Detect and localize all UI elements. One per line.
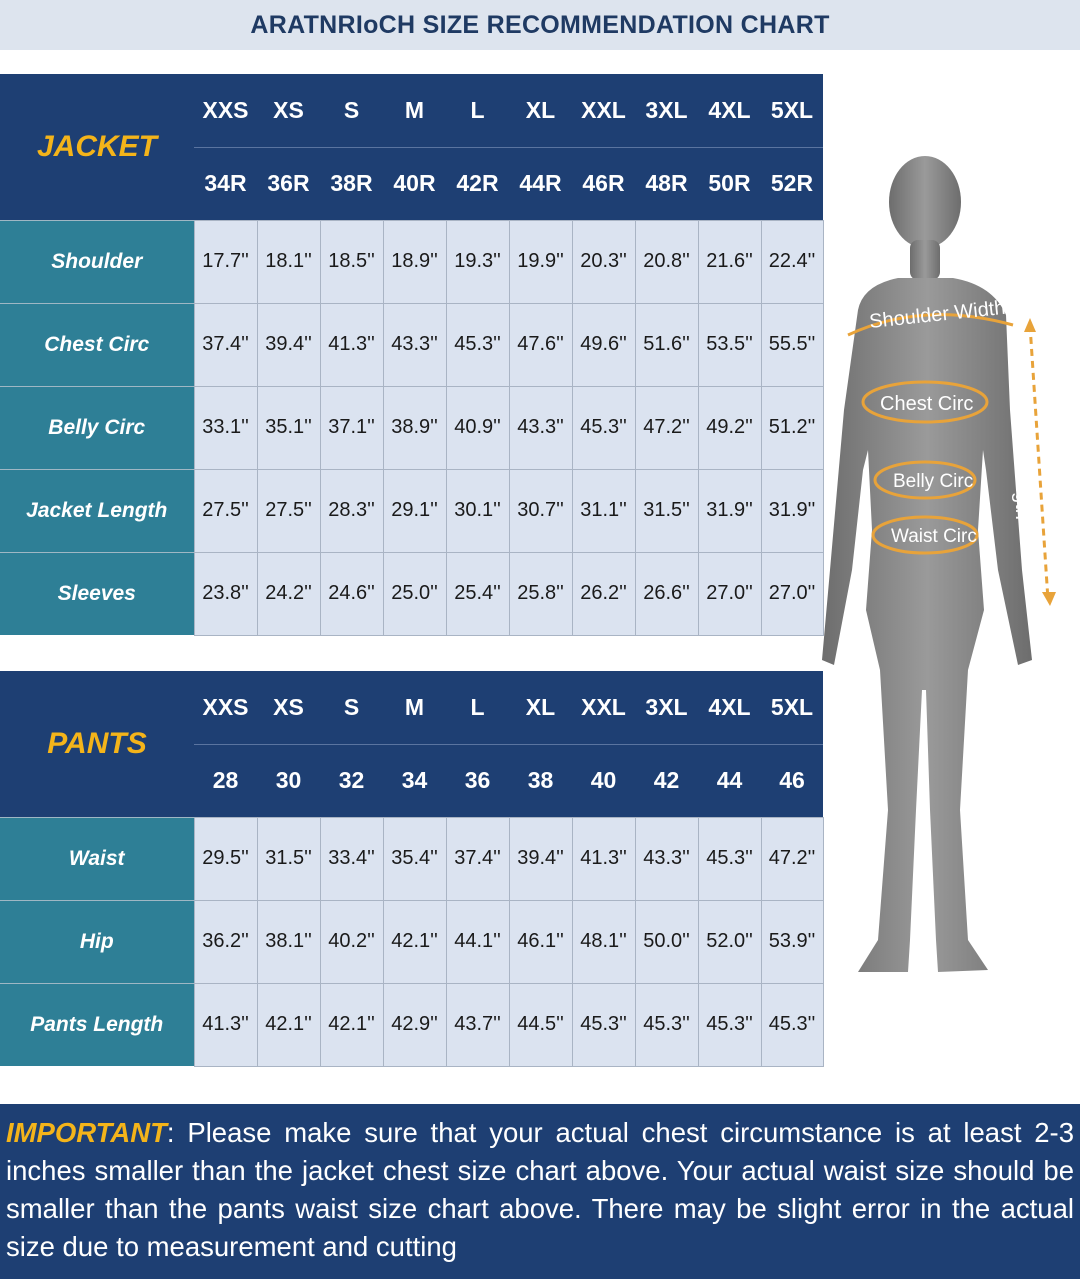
measurement-value: 44.5''	[509, 983, 572, 1066]
table-row	[0, 469, 823, 552]
pants-size-code: 36	[446, 744, 509, 817]
jacket-size-header: S	[320, 74, 383, 147]
measurement-value: 52.0''	[698, 900, 761, 983]
measurement-value: 49.6''	[572, 303, 635, 386]
pants-category-label: PANTS	[0, 671, 194, 817]
measurement-value: 43.7''	[446, 983, 509, 1066]
measurement-value: 45.3''	[698, 817, 761, 900]
jacket-size-header: 3XL	[635, 74, 698, 147]
waist-circ-label: Waist Circ	[891, 526, 977, 547]
measurement-value: 43.3''	[383, 303, 446, 386]
measurement-value: 38.1''	[257, 900, 320, 983]
pants-size-code: 28	[194, 744, 257, 817]
measurement-value: 24.2''	[257, 552, 320, 635]
measurement-value: 38.9''	[383, 386, 446, 469]
pants-size-header: 4XL	[698, 671, 761, 744]
measurement-value: 19.9''	[509, 220, 572, 303]
pants-size-header: M	[383, 671, 446, 744]
measurement-value: 37.4''	[446, 817, 509, 900]
jacket-size-header: XXS	[194, 74, 257, 147]
measurement-value: 20.8''	[635, 220, 698, 303]
pants-size-header: 3XL	[635, 671, 698, 744]
jacket-size-header: M	[383, 74, 446, 147]
jacket-size-header: XS	[257, 74, 320, 147]
jacket-size-code: 52R	[761, 147, 823, 220]
measurement-value: 33.1''	[194, 386, 257, 469]
sleeve-length-label: Sleeve Length	[1011, 392, 1033, 520]
measurement-value: 22.4''	[761, 220, 823, 303]
pants-size-code: 30	[257, 744, 320, 817]
measurement-value: 29.1''	[383, 469, 446, 552]
measurement-value: 27.0''	[698, 552, 761, 635]
measurement-value: 25.4''	[446, 552, 509, 635]
measurement-value: 53.9''	[761, 900, 823, 983]
measurement-value: 42.1''	[257, 983, 320, 1066]
pants-size-code: 34	[383, 744, 446, 817]
jacket-size-header: XL	[509, 74, 572, 147]
measurement-value: 45.3''	[446, 303, 509, 386]
measurement-value: 43.3''	[509, 386, 572, 469]
measurement-value: 30.1''	[446, 469, 509, 552]
measurement-value: 30.7''	[509, 469, 572, 552]
shoulder-width-label: Shoulder Width	[868, 296, 1007, 333]
pants-size-code: 46	[761, 744, 823, 817]
measurement-value: 29.5''	[194, 817, 257, 900]
jacket-size-code: 34R	[194, 147, 257, 220]
measurement-value: 40.2''	[320, 900, 383, 983]
jacket-size-table	[0, 74, 824, 636]
measurement-value: 47.6''	[509, 303, 572, 386]
jacket-size-code: 36R	[257, 147, 320, 220]
measurement-value: 40.9''	[446, 386, 509, 469]
measurement-value: 51.6''	[635, 303, 698, 386]
table-row	[0, 552, 823, 635]
pants-size-code: 44	[698, 744, 761, 817]
measurement-value: 50.0''	[635, 900, 698, 983]
measurement-value: 28.3''	[320, 469, 383, 552]
measurement-value: 45.3''	[761, 983, 823, 1066]
measurement-value: 44.1''	[446, 900, 509, 983]
measurement-value: 49.2''	[698, 386, 761, 469]
measurement-value: 27.0''	[761, 552, 823, 635]
pants-size-header: XL	[509, 671, 572, 744]
measurement-value: 35.1''	[257, 386, 320, 469]
measurement-label: Pants Length	[0, 983, 194, 1066]
pants-size-header: XS	[257, 671, 320, 744]
measurement-value: 48.1''	[572, 900, 635, 983]
measurement-label: Jacket Length	[0, 469, 194, 552]
important-note	[0, 1104, 1080, 1279]
measurement-value: 42.1''	[383, 900, 446, 983]
pants-size-code: 40	[572, 744, 635, 817]
measurement-value: 42.9''	[383, 983, 446, 1066]
measurement-value: 36.2''	[194, 900, 257, 983]
measurement-value: 39.4''	[509, 817, 572, 900]
measurement-value: 18.1''	[257, 220, 320, 303]
pants-size-header: L	[446, 671, 509, 744]
pants-size-header: XXL	[572, 671, 635, 744]
table-row	[0, 983, 823, 1066]
jacket-size-header: 5XL	[761, 74, 823, 147]
measurement-value: 26.2''	[572, 552, 635, 635]
human-silhouette	[822, 156, 1032, 972]
measurement-value: 27.5''	[257, 469, 320, 552]
jacket-size-code: 50R	[698, 147, 761, 220]
measurement-value: 55.5''	[761, 303, 823, 386]
jacket-size-code: 42R	[446, 147, 509, 220]
pants-size-code: 38	[509, 744, 572, 817]
measurement-value: 25.0''	[383, 552, 446, 635]
measurement-value: 31.5''	[257, 817, 320, 900]
chest-circ-label: Chest Circ	[880, 393, 974, 415]
measurement-value: 47.2''	[761, 817, 823, 900]
measurement-value: 45.3''	[635, 983, 698, 1066]
pants-size-code: 32	[320, 744, 383, 817]
important-text: : Please make sure that your actual chest circumstance is at least 2-3 inches smaller than the jacket chest size chart above. Your actual waist size should be smaller than the pants waist size chart above. There may be slight error in the actual size due to measurement and cutting	[6, 1117, 1074, 1262]
measurement-value: 33.4''	[320, 817, 383, 900]
measurement-value: 51.2''	[761, 386, 823, 469]
measurement-value: 45.3''	[572, 386, 635, 469]
body-measurement-figure	[818, 150, 1080, 1010]
measurement-value: 24.6''	[320, 552, 383, 635]
table-row	[0, 817, 823, 900]
jacket-size-header: 4XL	[698, 74, 761, 147]
important-label: IMPORTANT	[6, 1117, 167, 1148]
measurement-value: 47.2''	[635, 386, 698, 469]
measurement-value: 41.3''	[320, 303, 383, 386]
measurement-label: Chest Circ	[0, 303, 194, 386]
measurement-value: 46.1''	[509, 900, 572, 983]
measurement-value: 35.4''	[383, 817, 446, 900]
measurement-value: 37.4''	[194, 303, 257, 386]
measurement-label: Hip	[0, 900, 194, 983]
pants-size-table	[0, 671, 824, 1067]
jacket-size-code: 44R	[509, 147, 572, 220]
measurement-label: Waist	[0, 817, 194, 900]
measurement-value: 27.5''	[194, 469, 257, 552]
measurement-value: 23.8''	[194, 552, 257, 635]
measurement-value: 31.9''	[761, 469, 823, 552]
belly-circ-label: Belly Circ	[893, 471, 974, 492]
measurement-value: 25.8''	[509, 552, 572, 635]
measurement-value: 53.5''	[698, 303, 761, 386]
pants-size-header: 5XL	[761, 671, 823, 744]
jacket-size-code: 46R	[572, 147, 635, 220]
measurement-value: 37.1''	[320, 386, 383, 469]
measurement-value: 21.6''	[698, 220, 761, 303]
measurement-value: 31.5''	[635, 469, 698, 552]
pants-size-header: S	[320, 671, 383, 744]
pants-size-code: 42	[635, 744, 698, 817]
jacket-size-code: 40R	[383, 147, 446, 220]
measurement-value: 41.3''	[194, 983, 257, 1066]
measurement-label: Sleeves	[0, 552, 194, 635]
measurement-value: 41.3''	[572, 817, 635, 900]
jacket-size-header: XXL	[572, 74, 635, 147]
pants-size-header: XXS	[194, 671, 257, 744]
jacket-size-code: 48R	[635, 147, 698, 220]
measurement-value: 43.3''	[635, 817, 698, 900]
measurement-value: 31.9''	[698, 469, 761, 552]
measurement-label: Belly Circ	[0, 386, 194, 469]
measurement-label: Shoulder	[0, 220, 194, 303]
jacket-size-header: L	[446, 74, 509, 147]
table-row	[0, 900, 823, 983]
measurement-value: 45.3''	[572, 983, 635, 1066]
sleeve-arrow-down-icon	[1042, 592, 1056, 606]
jacket-category-label: JACKET	[0, 74, 194, 220]
measurement-value: 18.9''	[383, 220, 446, 303]
table-row	[0, 386, 823, 469]
measurement-value: 17.7''	[194, 220, 257, 303]
jacket-size-code: 38R	[320, 147, 383, 220]
sleeve-arrow-up-icon	[1024, 318, 1036, 332]
measurement-value: 31.1''	[572, 469, 635, 552]
measurement-value: 20.3''	[572, 220, 635, 303]
table-row	[0, 303, 823, 386]
table-row	[0, 220, 823, 303]
measurement-value: 42.1''	[320, 983, 383, 1066]
measurement-value: 45.3''	[698, 983, 761, 1066]
measurement-value: 18.5''	[320, 220, 383, 303]
chart-title: ARATNRIoCH SIZE RECOMMENDATION CHART	[0, 0, 1080, 50]
measurement-value: 39.4''	[257, 303, 320, 386]
measurement-value: 26.6''	[635, 552, 698, 635]
measurement-value: 19.3''	[446, 220, 509, 303]
